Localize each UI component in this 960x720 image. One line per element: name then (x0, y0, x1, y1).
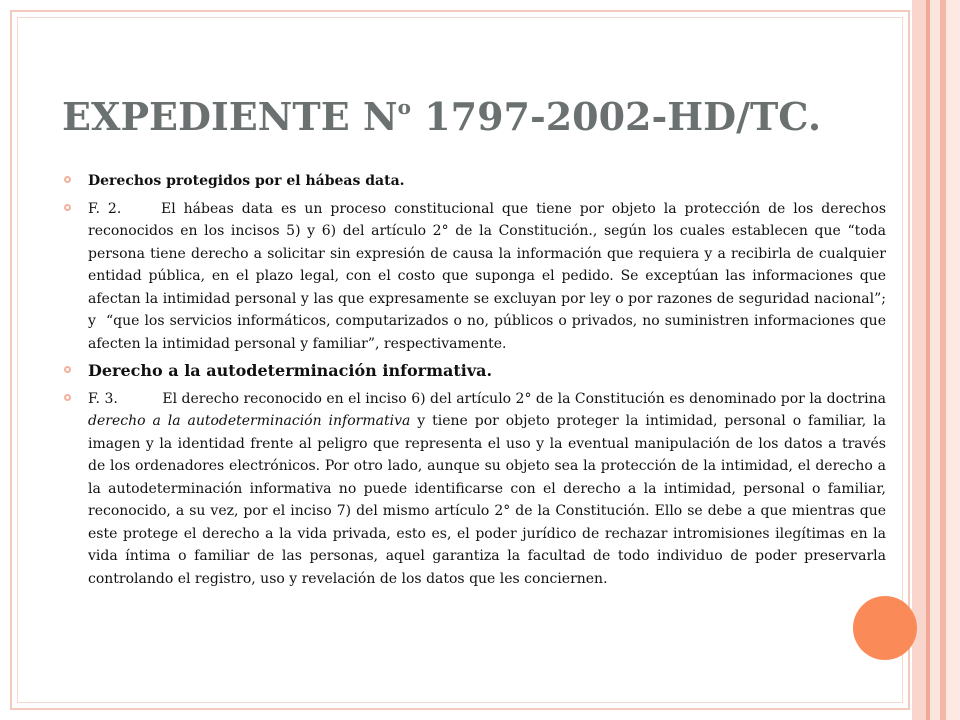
slide-title (62, 94, 821, 139)
heading-derechos-protegidos (60, 170, 886, 193)
paragraph-italic-term: derecho a la autodeterminación informativa (88, 413, 411, 429)
decorative-stripe (946, 0, 960, 720)
paragraph-text: F. 2. El hábeas data es un proceso constitucional que tiene por objeto la protección de los derechos reconocidos en los incisos 5) y 6) del artículo 2° de la Constitución., según los cuales establecen que “toda persona tiene derecho a solicitar sin expresión de causa la información que requiera y a recibirla de cualquier entidad pública, en el plazo legal, con el costo que suponga el pedido. Se exceptúan las informaciones que afectan la intimidad personal y las que expresamente se excluyan por ley o por razones de seguridad nacional”; y “que los servicios informáticos, computarizados o no, públicos o privados, no suministren informaciones que afecten la intimidad personal y familiar”, respectivamente. (88, 200, 886, 352)
decorative-stripe (930, 0, 940, 720)
orange-circle-decoration (853, 596, 917, 660)
heading-autodeterminacion (60, 360, 886, 383)
paragraph-f2 (60, 198, 886, 356)
heading-text: Derechos protegidos por el hábeas data. (88, 173, 405, 189)
heading-text: Derecho a la autodeterminación informativa. (88, 361, 493, 380)
slide-body (60, 170, 886, 595)
title-main: EXPEDIENTE N (62, 94, 398, 139)
title-number: 1797-2002-HD/TC. (410, 94, 822, 139)
paragraph-text: y tiene por objeto proteger la intimidad, personal o familiar, la imagen y la identidad frente al peligro que representa el uso y la eventual manipulación de los datos a través de los ordenadores electrónicos. Por otro lado, aunque su objeto sea la protección de la intimidad, el derecho a la autodeterminación informativa no puede identificarse con el derecho a la intimidad, personal o familiar, reconocido, a su vez, por el inciso 7) del mismo artículo 2° de la Constitución. Ello se debe a que mientras que este protege el derecho a la vida privada, esto es, el poder jurídico de rechazar intromisiones ilegítimas en la vida íntima o familiar de las personas, aquel garantiza la facultad de todo individuo de poder preservarla controlando el registro, uso y revelación de los datos que les conciernen. (88, 413, 886, 587)
paragraph-f3 (60, 388, 886, 591)
paragraph-text: F. 3. El derecho reconocido en el inciso 6) del artículo 2° de la Constitución es denominado por la doctrina (88, 390, 886, 407)
title-ordinal: o (397, 95, 411, 119)
decorative-stripe (912, 0, 926, 720)
